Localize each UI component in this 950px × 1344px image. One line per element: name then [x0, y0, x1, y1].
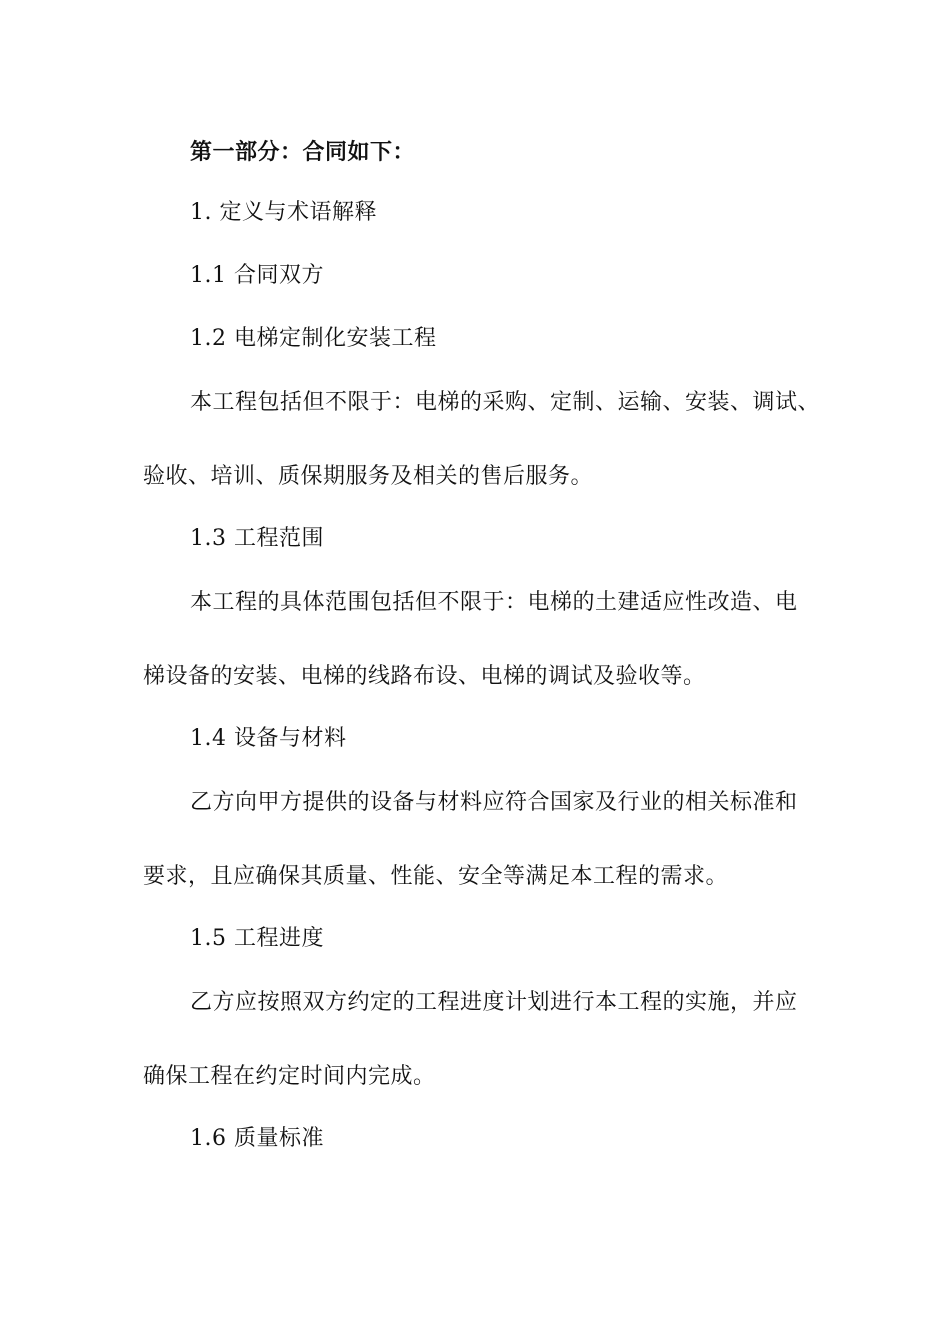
- clause-1-5-title: 1.5 工程进度: [190, 926, 324, 951]
- clause-1-4-title: 1.4 设备与材料: [190, 726, 347, 751]
- clause-1-3-title: 1.3 工程范围: [190, 526, 324, 551]
- clause-1-1-title: 1.1 合同双方: [190, 263, 324, 288]
- clause-1-4-paragraph-line-1: 乙方向甲方提供的设备与材料应符合国家及行业的相关标准和: [190, 790, 798, 815]
- clause-1-3-paragraph-line-1: 本工程的具体范围包括但不限于：电梯的土建适应性改造、电: [190, 590, 798, 615]
- clause-1-4-paragraph-line-2: 要求，且应确保其质量、性能、安全等满足本工程的需求。: [143, 864, 729, 889]
- clause-1-5-paragraph-line-1: 乙方应按照双方约定的工程进度计划进行本工程的实施，并应: [190, 990, 798, 1015]
- clause-1-2-paragraph-line-2: 验收、培训、质保期服务及相关的售后服务。: [143, 464, 594, 489]
- clause-1-3-paragraph-line-2: 梯设备的安装、电梯的线路布设、电梯的调试及验收等。: [143, 664, 706, 689]
- section-heading: 第一部分：合同如下：: [190, 140, 416, 165]
- clause-1-2-paragraph-line-1: 本工程包括但不限于：电梯的采购、定制、运输、安装、调试、: [190, 390, 821, 415]
- clause-1-6-title: 1.6 质量标准: [190, 1126, 324, 1151]
- clause-1-5-paragraph-line-2: 确保工程在约定时间内完成。: [143, 1064, 436, 1089]
- clause-1-title: 1. 定义与术语解释: [190, 200, 377, 225]
- clause-1-2-title: 1.2 电梯定制化安装工程: [190, 326, 437, 351]
